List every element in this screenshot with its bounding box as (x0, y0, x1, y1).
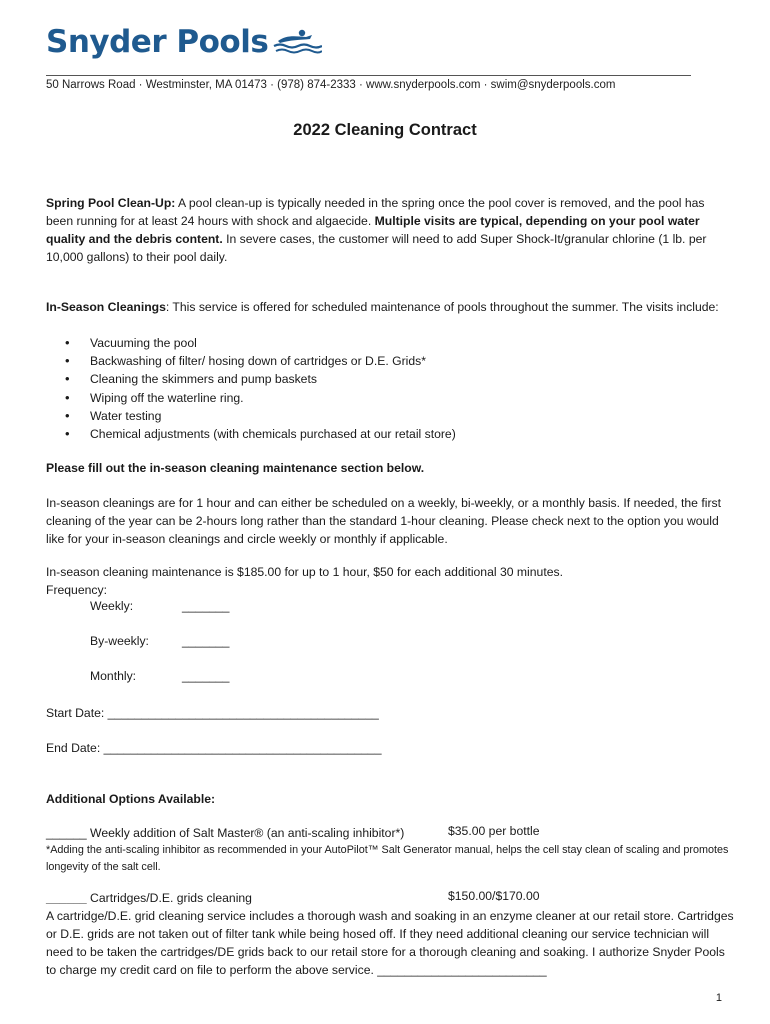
cartridge-description: A cartridge/D.E. grid cleaning service includes a thorough wash and soaking in an enzyme cleaner at our retail store. Cartridges or D.E. grids are not taken out of filter tank while being hosed off. If they need additional cleaning our service technician will need to be taken the cartridges/DE grids back to our retail store for a thorough cleaning and soaking. I authorize Snyder Pools to charge my credit card on file to perform the above service. _________________________ (46, 909, 734, 977)
list-item: • Chemical adjustments (with chemicals purchased at our retail store) (62, 425, 456, 443)
inseason-services-list (62, 334, 456, 443)
spring-text-2: In severe cases, the customer will need to add Super Shock-It/granular chlorine (1 lb. per 10,000 gallons) to their pool daily. (46, 232, 707, 264)
inseason-heading: In-Season Cleanings (46, 300, 166, 314)
salt-master-option[interactable]: ______ Weekly addition of Salt Master® (an anti-scaling inhibitor*) (46, 826, 405, 840)
spring-heading: Spring Pool Clean-Up: (46, 196, 176, 210)
frequency-label: Frequency: (46, 583, 107, 597)
weekly-blank[interactable]: _______ (182, 599, 230, 613)
page-title: 2022 Cleaning Contract (293, 121, 477, 139)
logo-text: Snyder Pools (46, 24, 269, 60)
additional-options-heading (46, 790, 728, 808)
cartridge-option[interactable] (46, 889, 728, 907)
end-date-field[interactable]: End Date: _________________________________________ (46, 741, 382, 755)
spring-bold-text: Multiple visits are typical, depending on your pool water quality and the debris content. (46, 214, 700, 246)
list-item: • Backwashing of filter/ hosing down of cartridges or D.E. Grids* (62, 352, 456, 370)
header-divider (46, 75, 691, 76)
cartridge-price: $150.00/$170.00 (448, 889, 540, 903)
instruction-text: Please fill out the in-season cleaning maintenance section below. (46, 461, 425, 475)
snyder-pools-logo (46, 24, 322, 60)
salt-master-note: *Adding the anti-scaling inhibitor as recommended in your AutoPilot™ Salt Generator manual, helps the cell stay clean of scaling and promotes longevity of the salt cell. (46, 844, 729, 873)
spring-cleanup-paragraph (46, 194, 728, 266)
biweekly-blank[interactable]: _______ (182, 634, 230, 648)
spring-text-1: A pool clean-up is typically needed in the spring once the pool cover is removed, and the pool has been running for at least 24 hours with shock and algaecide. (46, 196, 705, 228)
page-number: 1 (715, 992, 722, 1004)
weekly-label: Weekly: (90, 599, 134, 613)
swimmer-icon (272, 27, 322, 60)
additional-heading-text: Additional Options Available: (46, 792, 216, 806)
list-item: • Wiping off the waterline ring. (62, 389, 456, 407)
biweekly-label: By-weekly: (90, 634, 149, 648)
monthly-label: Monthly: (90, 669, 137, 683)
list-item: • Water testing (62, 407, 456, 425)
list-item: • Cleaning the skimmers and pump baskets (62, 370, 456, 388)
cartridge-label: Cartridges/D.E. grids cleaning (86, 891, 252, 905)
inseason-text: : This service is offered for scheduled maintenance of pools throughout the summer. The visits include: (165, 300, 719, 314)
company-address: 50 Narrows Road · Westminster, MA 01473 · (978) 874-2333 · www.snyderpools.com · swim@snyderpools.com (46, 79, 616, 91)
monthly-blank[interactable]: _______ (182, 669, 230, 683)
inseason-paragraph (46, 298, 728, 316)
schedule-paragraph: In-season cleanings are for 1 hour and can either be scheduled on a weekly, bi-weekly, or a monthly basis. If needed, the first cleaning of the year can be 2-hours long rather than the standard 1-hour cleaning. Please check next to the option you would like for your in-season cleanings and circle weekly or monthly if applicable. (46, 496, 721, 546)
start-date-field[interactable]: Start Date: ________________________________________ (46, 706, 379, 720)
list-item: • Vacuuming the pool (62, 334, 456, 352)
fill-out-instruction (46, 459, 728, 477)
cartridge-blank[interactable]: ______ (46, 891, 87, 905)
salt-master-price: $35.00 per bottle (448, 824, 540, 838)
pricing-text: In-season cleaning maintenance is $185.00 for up to 1 hour, $50 for each additional 30 minutes. (46, 565, 563, 579)
